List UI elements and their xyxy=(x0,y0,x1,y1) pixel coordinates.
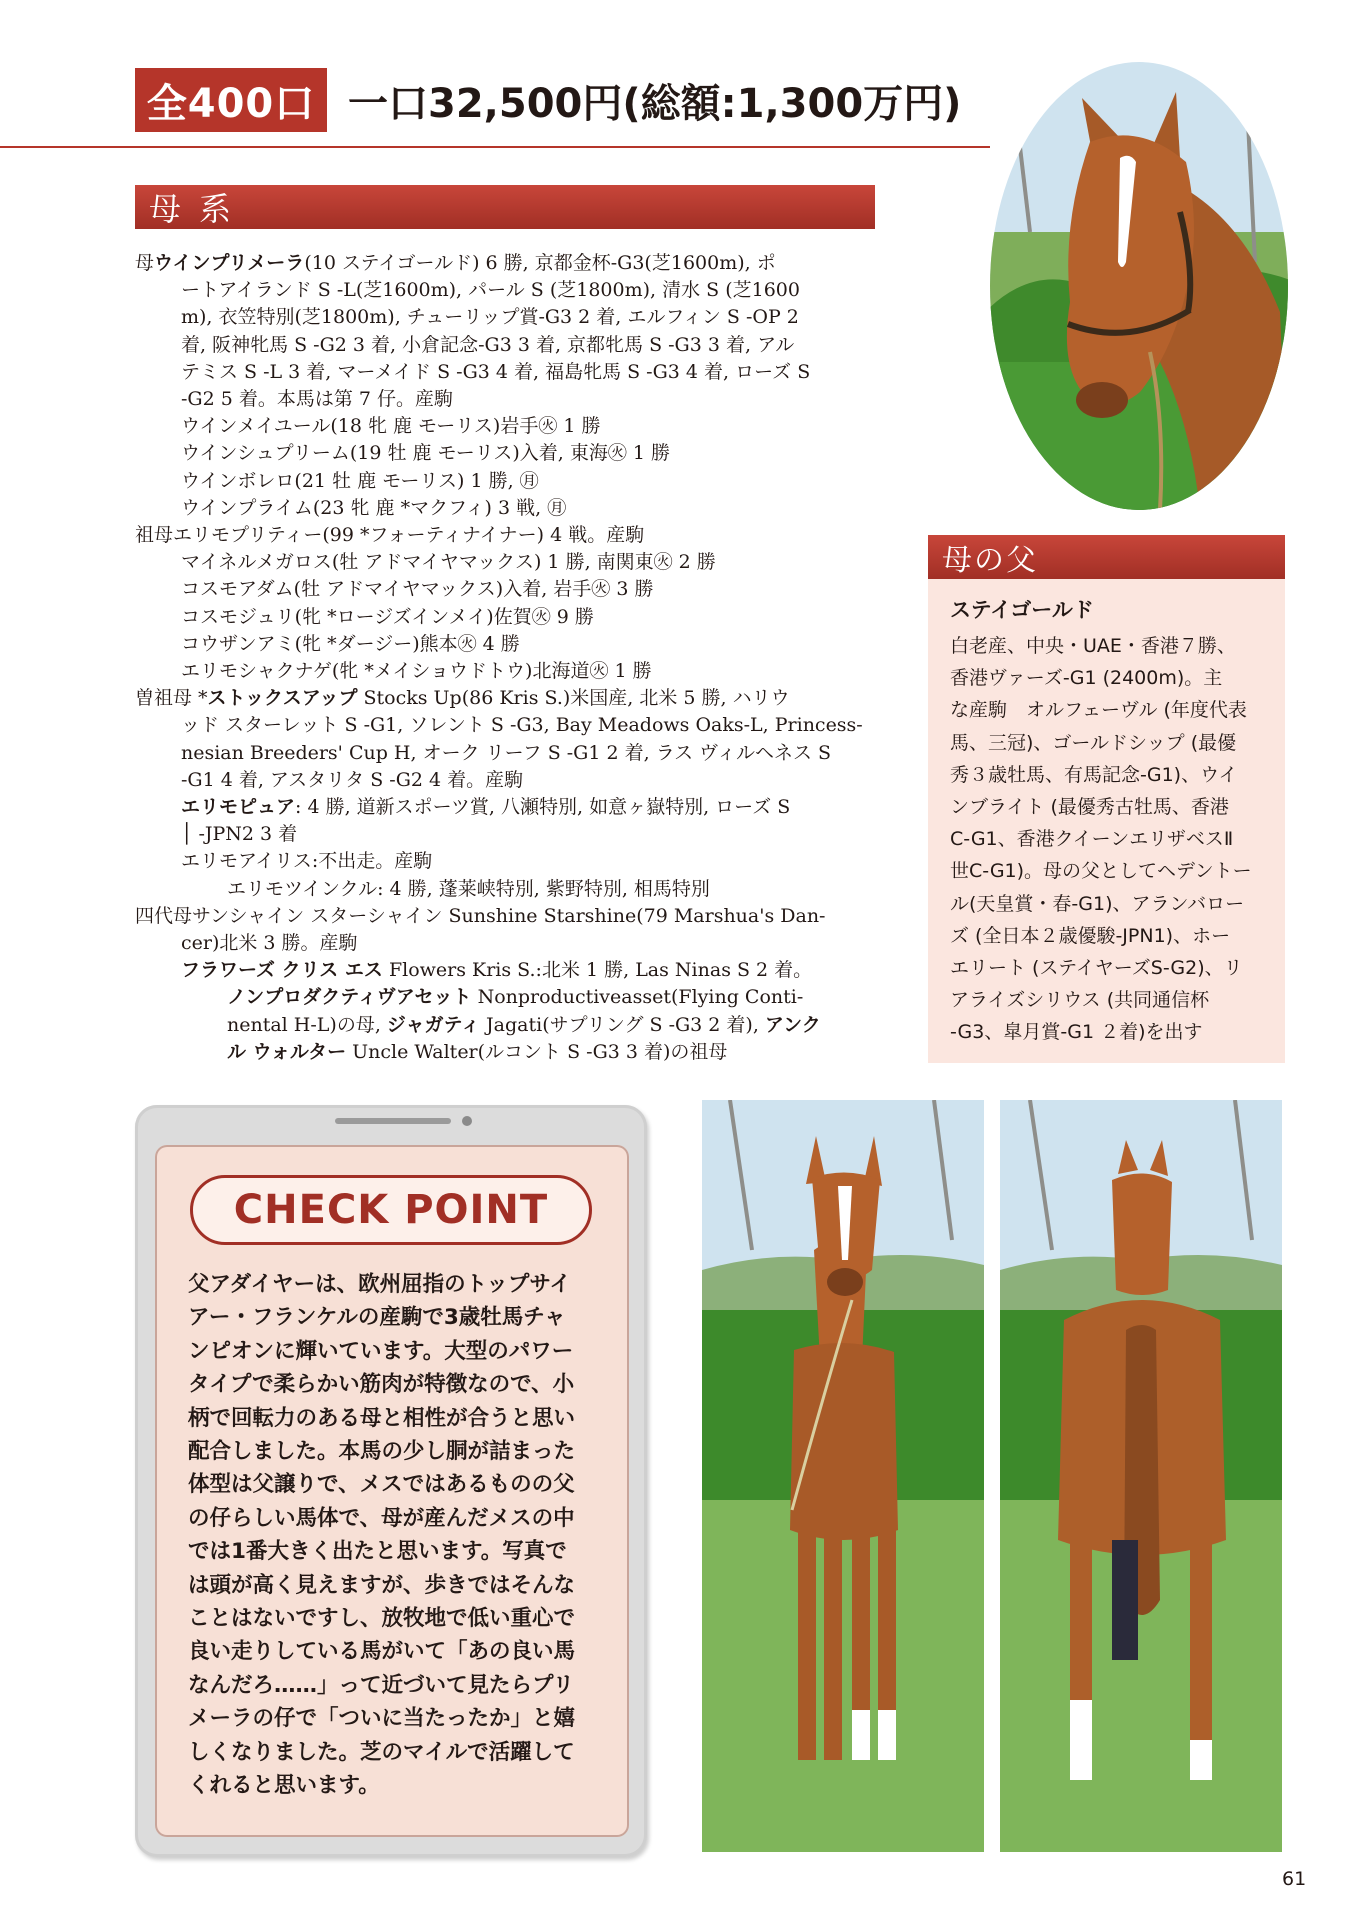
pedigree-text-run: Jagati(サプリング S -G3 2 着), xyxy=(480,1013,765,1036)
pedigree-text-run: │ -JPN2 3 着 xyxy=(181,823,298,846)
pedigree-text-run: エリモツインクル: 4 勝, 蓬莱峡特別, 紫野特別, 相馬特別 xyxy=(227,877,710,900)
sire-of-dam-line: 馬、三冠)、ゴールドシップ (最優 xyxy=(950,731,1237,754)
horse-name: エリモピュア xyxy=(181,796,296,819)
check-point-line: 柄で回転力のある母と相性が合うと思い xyxy=(188,1405,576,1431)
pedigree-line xyxy=(135,712,875,739)
pedigree-text-run: Uncle Walter(ルコント S -G3 3 着)の祖母 xyxy=(346,1040,728,1063)
check-point-line: アー・フランケルの産駒で3歳牡馬チャ xyxy=(188,1305,566,1331)
sire-of-dam-line: -G3、皐月賞-G1 ２着)を出す xyxy=(950,1021,1203,1044)
horse-head-photo xyxy=(990,62,1288,510)
pedigree-line xyxy=(135,549,875,576)
pedigree-text-run: 着, 阪神牝馬 S -G2 3 着, 小倉記念-G3 3 着, 京都牝馬 S -G3 3 着, アル xyxy=(181,333,795,356)
pedigree-text-run: ウインシュプリーム(19 牡 鹿 モーリス)入着, 東海㊋ 1 勝 xyxy=(181,442,671,465)
pedigree-text-run: -G2 5 着。本馬は第 7 仔。産駒 xyxy=(181,388,454,411)
sire-of-dam-line: な産駒 オルフェーヴル (年度代表 xyxy=(950,699,1247,722)
header-rule xyxy=(0,146,990,148)
pedigree-line xyxy=(135,848,875,875)
sire-of-dam-line: 白老産、中央・UAE・香港７勝、 xyxy=(950,635,1236,657)
check-point-line: ことはないですし、放牧地で低い重心で xyxy=(188,1606,576,1632)
sire-of-dam-line: エリート (ステイヤーズS-G2)、リ xyxy=(950,957,1243,980)
pedigree-line xyxy=(135,984,875,1011)
section-title-mother-line: 母系 xyxy=(135,185,875,229)
check-point-line: ンピオンに輝いています。大型のパワー xyxy=(188,1338,574,1364)
pedigree-text-run: エリモアイリス:不出走。産駒 xyxy=(181,850,433,873)
sire-of-dam-line: 香港ヴァーズ-G1 (2400m)。主 xyxy=(950,667,1223,690)
pedigree-text-run: コウザンアミ(牝 *ダージー)熊本㊋ 4 勝 xyxy=(181,632,520,655)
pedigree-line xyxy=(135,631,875,658)
pedigree-line xyxy=(135,740,875,767)
pedigree-text-run: m), 衣笠特別(芝1800m), チューリップ賞-G3 2 着, エルフィン S -OP 2 xyxy=(181,306,799,329)
pedigree-text-run: エリモシャクナゲ(牝 *メイショウドトウ)北海道㊋ 1 勝 xyxy=(181,660,652,683)
pedigree-text-run: -G1 4 着, アスタリタ S -G2 4 着。産駒 xyxy=(181,768,524,791)
pedigree-text-run: ウインボレロ(21 牡 鹿 モーリス) 1 勝, ㊊ xyxy=(181,469,539,492)
pedigree-text-run: 母 xyxy=(135,252,155,274)
pedigree-line xyxy=(135,359,875,386)
horse-rear-illustration xyxy=(1000,1100,1282,1852)
sire-of-dam-line: C-G1、香港クイーンエリザベスⅡ xyxy=(950,828,1234,851)
pedigree-text-run: Stocks Up(86 Kris S.)米国産, 北米 5 勝, ハリウ xyxy=(357,687,790,710)
pedigree-text-run: ッド スターレット S -G1, ソレント S -G3, Bay Meadows Oaks-L, Princess- xyxy=(181,714,863,737)
pedigree-text-run: Flowers Kris S.:北米 1 勝, Las Ninas S 2 着。 xyxy=(382,959,813,982)
pedigree-text-run: nesian Breeders' Cup H, オーク リーフ S -G1 2 着, ラス ヴィルヘネス S xyxy=(181,741,832,764)
pedigree-line xyxy=(135,903,875,930)
sire-of-dam-description xyxy=(950,630,1270,1049)
pedigree-line xyxy=(135,821,875,848)
sire-of-dam-line: ズ (全日本２歳優駿-JPN1)、ホー xyxy=(950,924,1231,947)
pedigree-text-run: 祖母エリモプリティー(99 *フォーティナイナー) 4 戦。産駒 xyxy=(135,524,645,547)
pedigree-line xyxy=(135,1039,875,1066)
pedigree-line xyxy=(135,604,875,631)
pedigree-line xyxy=(135,277,875,304)
horse-name: ノンプロダクティヴアセット xyxy=(227,986,472,1009)
pedigree-text-run: ートアイランド S -L(芝1600m), パール S (芝1800m), 清水 S (芝1600 xyxy=(181,279,800,302)
check-point-line: しくなりました。芝のマイルで活躍して xyxy=(188,1739,575,1765)
pedigree-line xyxy=(135,440,875,467)
check-point-line: くれると思います。 xyxy=(188,1773,380,1799)
sire-of-dam-name: ステイゴールド xyxy=(950,598,1094,622)
horse-front-photo xyxy=(702,1100,984,1852)
check-point-line: メーラの仔で「ついに当たったか」と嬉 xyxy=(188,1706,576,1732)
pedigree-text-run: ウインメイユール(18 牝 鹿 モーリス)岩手㊋ 1 勝 xyxy=(181,415,601,438)
pedigree-text-run: 四代母サンシャイン スターシャイン Sunshine Starshine(79 Marshua's Dan- xyxy=(135,904,826,927)
horse-name: ウインプリメーラ xyxy=(154,252,305,274)
horse-name: アンク xyxy=(764,1013,821,1036)
pedigree-text-run: nental H-L)の母, xyxy=(227,1013,387,1036)
pedigree-line xyxy=(135,957,875,984)
pedigree-line xyxy=(135,576,875,603)
horse-rear-photo xyxy=(1000,1100,1282,1852)
pedigree-line xyxy=(135,876,875,903)
check-point-line: では1番大きく出たと思います。写真で xyxy=(188,1539,567,1565)
horse-name: フラワーズ クリス エス xyxy=(181,959,383,982)
pedigree-text-run: cer)北米 3 勝。産駒 xyxy=(181,932,358,955)
pedigree-text-run: (10 ステイゴールド) 6 勝, 京都金杯-G3(芝1600m), ポ xyxy=(304,252,776,274)
unit-price: 一口32,500円(総額:1,300万円) xyxy=(348,80,962,127)
check-point-line: は頭が高く見えますが、歩きではそんな xyxy=(188,1572,576,1598)
pedigree-line xyxy=(135,1012,875,1039)
check-point-title: CHECK POINT xyxy=(190,1175,592,1245)
pedigree-line xyxy=(135,658,875,685)
pedigree-text xyxy=(135,250,875,1066)
pedigree-line xyxy=(135,304,875,331)
pedigree-line xyxy=(135,468,875,495)
check-point-line: なんだろ……」って近づいて見たらプリ xyxy=(188,1672,575,1698)
pedigree-line xyxy=(135,930,875,957)
pedigree-line xyxy=(135,386,875,413)
sire-of-dam-line: 秀３歳牡馬、有馬記念-G1)、ウイ xyxy=(950,763,1238,786)
check-point-line: 配合しました。本馬の少し胴が詰まった xyxy=(188,1439,576,1465)
tablet-camera xyxy=(462,1116,472,1126)
pedigree-text-run: コスモアダム(牡 アドマイヤマックス)入着, 岩手㊋ 3 勝 xyxy=(181,578,654,601)
horse-head-illustration xyxy=(990,62,1288,510)
pedigree-text-run: 曽祖母 * xyxy=(135,687,208,710)
pedigree-line xyxy=(135,332,875,359)
check-point-comment xyxy=(188,1268,598,1803)
check-point-line: 体型は父譲りで、メスではあるものの父 xyxy=(188,1472,575,1498)
page-number: 61 xyxy=(1282,1868,1307,1890)
pedigree-text-run: : 4 勝, 道新スポーツ賞, 八瀬特別, 如意ヶ嶽特別, ローズ S xyxy=(295,796,791,819)
sire-of-dam-line: 世C-G1)。母の父としてヘデントー xyxy=(950,860,1252,883)
horse-name: ル ウォルター xyxy=(227,1040,347,1063)
check-point-line: 父アダイヤーは、欧州屈指のトップサイ xyxy=(188,1272,571,1297)
pedigree-line xyxy=(135,767,875,794)
pedigree-line xyxy=(135,413,875,440)
pedigree-text-run: マイネルメガロス(牡 アドマイヤマックス) 1 勝, 南関東㊋ 2 勝 xyxy=(181,551,716,574)
check-point-line: 良い走りしている馬がいて「あの良い馬 xyxy=(188,1639,576,1665)
sire-of-dam-line: ル(天皇賞・春-G1)、アランバロー xyxy=(950,892,1245,915)
tablet-speaker xyxy=(335,1118,451,1124)
pedigree-text-run: コスモジュリ(牝 *ロージズインメイ)佐賀㊋ 9 勝 xyxy=(181,605,594,628)
pedigree-text-run: Nonproductiveasset(Flying Conti- xyxy=(471,986,804,1009)
horse-name: ストックスアップ xyxy=(207,687,358,710)
check-point-line: タイプで柔らかい筋肉が特徴なので、小 xyxy=(188,1372,575,1398)
pedigree-text-run: ウインプライム(23 牝 鹿 *マクフィ) 3 戦, ㊊ xyxy=(181,496,567,519)
check-point-line: の仔らしい馬体で、母が産んだメスの中 xyxy=(188,1505,575,1531)
total-units-badge: 全400口 xyxy=(135,68,327,132)
pedigree-text-run: テミス S -L 3 着, マーメイド S -G3 4 着, 福島牝馬 S -G3 4 着, ローズ S xyxy=(181,360,811,383)
pedigree-line xyxy=(135,685,875,712)
horse-name: ジャガティ xyxy=(386,1013,481,1036)
pedigree-line xyxy=(135,250,875,277)
pedigree-line xyxy=(135,794,875,821)
section-title-sire-of-dam: 母の父 xyxy=(928,535,1285,579)
pedigree-line xyxy=(135,495,875,522)
sire-of-dam-line: ンブライト (最優秀古牡馬、香港 xyxy=(950,796,1229,819)
pedigree-line xyxy=(135,522,875,549)
horse-front-illustration xyxy=(702,1100,984,1852)
sire-of-dam-line: アライズシリウス (共同通信杯 xyxy=(950,989,1210,1012)
